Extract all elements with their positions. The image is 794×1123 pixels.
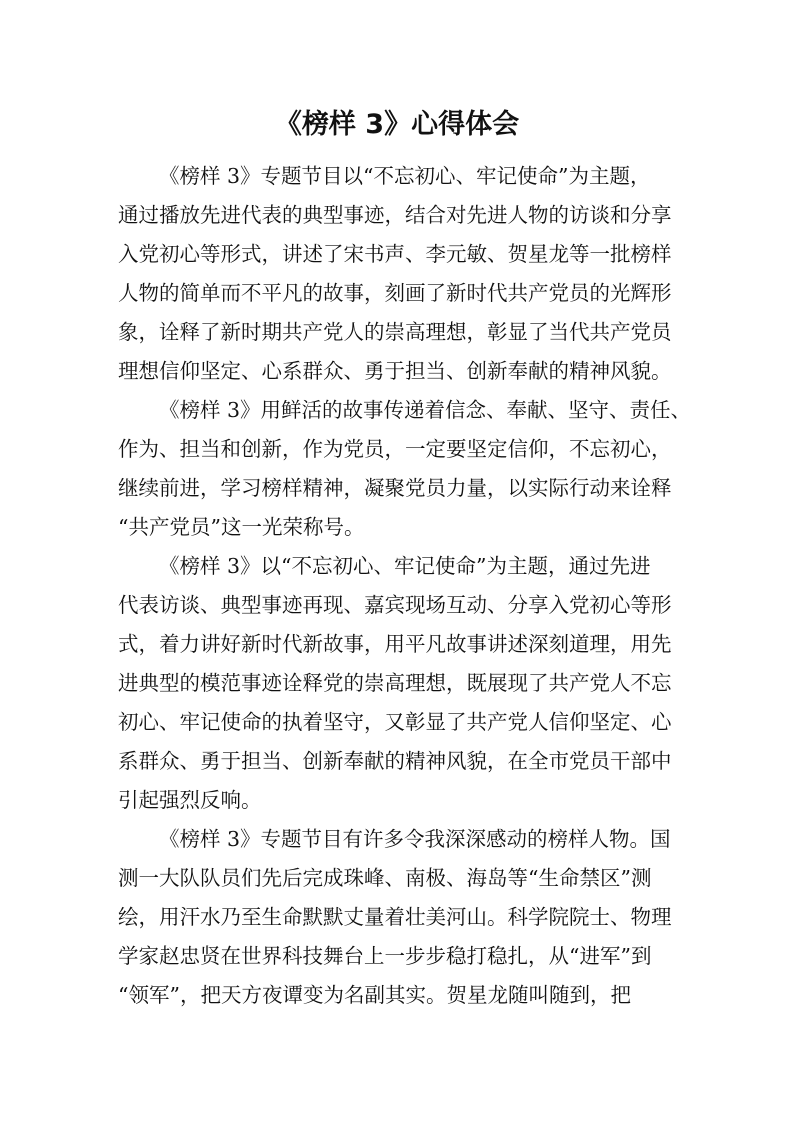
- paragraph-line: 绘，用汗水乃至生命默默丈量着壮美河山。科学院院士、物理: [118, 905, 672, 929]
- paragraph-line: 测一大队队员们先后完成珠峰、南极、海岛等“生命禁区”测: [118, 866, 652, 890]
- paragraph-line: 《榜样 3》以“不忘初心、牢记使命”为主题，通过先进: [159, 554, 651, 578]
- paragraph-2: [118, 391, 692, 547]
- paragraph-line: 学家赵忠贤在世界科技舞台上一步步稳打稳扎，从“进军”到: [118, 944, 652, 968]
- document-body: [118, 157, 692, 1015]
- paragraph-line: 人物的简单而不平凡的故事，刻画了新时代共产党员的光辉形: [118, 281, 672, 305]
- paragraph-line: 象，诠释了新时期共产党人的崇高理想，彰显了当代共产党员: [118, 320, 672, 344]
- paragraph-line: 《榜样 3》用鲜活的故事传递着信念、奉献、坚守、责任、: [159, 398, 692, 422]
- paragraph-3: [118, 547, 678, 820]
- paragraph-line: 《榜样 3》专题节目以“不忘初心、牢记使命”为主题，: [159, 164, 651, 188]
- document-title: 《榜样 3》心得体会: [274, 109, 520, 140]
- paragraph-line: 作为、担当和创新，作为党员，一定要坚定信仰，不忘初心，: [118, 437, 672, 461]
- paragraph-line: 理想信仰坚定、心系群众、勇于担当、创新奉献的精神风貌。: [118, 359, 672, 383]
- paragraph-line: 初心、牢记使命的执着坚守，又彰显了共产党人信仰坚定、心: [118, 710, 672, 734]
- paragraph-line: “共产党员”这一光荣称号。: [118, 515, 365, 539]
- paragraph-line: 引起强烈反响。: [118, 788, 262, 812]
- paragraph-line: 式，着力讲好新时代新故事，用平凡故事讲述深刻道理，用先: [118, 632, 672, 656]
- paragraph-line: 《榜样 3》专题节目有许多令我深深感动的榜样人物。国: [159, 827, 671, 851]
- paragraph-line: 继续前进，学习榜样精神，凝聚党员力量，以实际行动来诠释: [118, 476, 672, 500]
- paragraph-line: 进典型的模范事迹诠释党的崇高理想，既展现了共产党人不忘: [118, 671, 672, 695]
- paragraph-line: 通过播放先进代表的典型事迹，结合对先进人物的访谈和分享: [118, 203, 672, 227]
- paragraph-line: “领军”，把天方夜谭变为名副其实。贺星龙随叫随到，把: [118, 983, 631, 1007]
- paragraph-4: [118, 820, 678, 1015]
- paragraph-line: 代表访谈、典型事迹再现、嘉宾现场互动、分享入党初心等形: [118, 593, 672, 617]
- paragraph-line: 入党初心等形式，讲述了宋书声、李元敏、贺星龙等一批榜样: [118, 242, 672, 266]
- paragraph-line: 系群众、勇于担当、创新奉献的精神风貌，在全市党员干部中: [118, 749, 672, 773]
- paragraph-1: [118, 157, 678, 391]
